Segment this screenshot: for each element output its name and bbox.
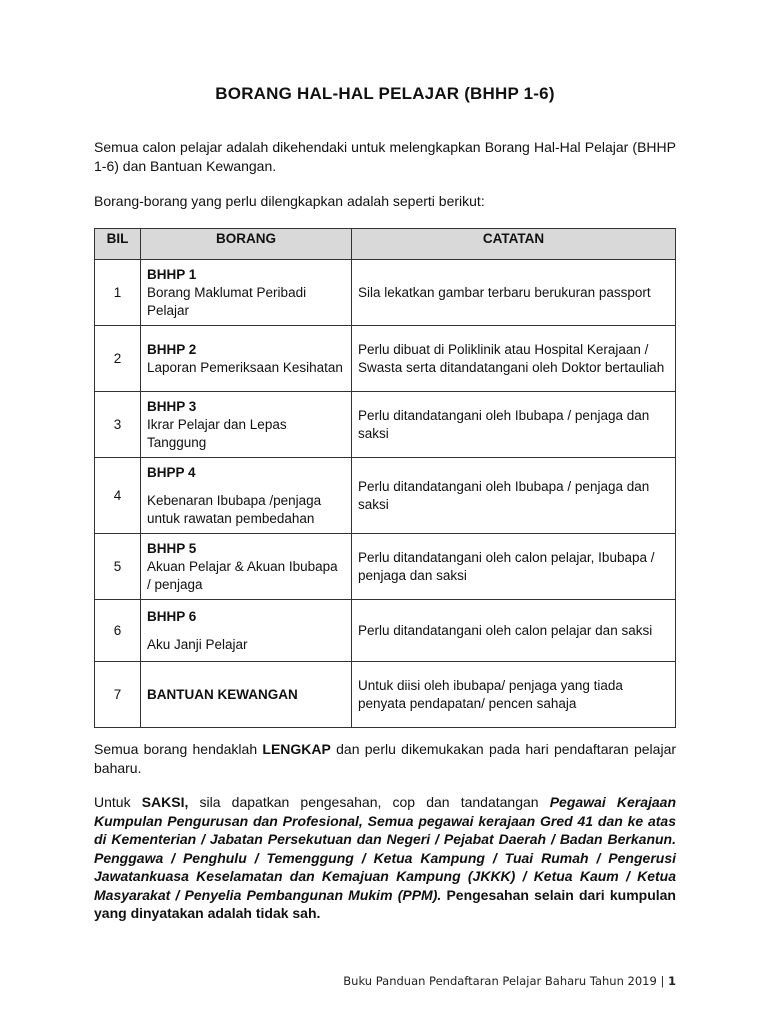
row-catatan: Untuk diisi oleh ibubapa/ penjaga yang tiada penyata pendapatan/ pencen sahaja [352, 662, 676, 728]
footer-text: Buku Panduan Pendaftaran Pelajar Baharu Tahun 2019 | [343, 974, 668, 988]
row-bil: 3 [95, 392, 141, 458]
forms-table [94, 228, 676, 728]
row-bil: 1 [95, 260, 141, 326]
page-number: 1 [667, 974, 676, 988]
form-name: Akuan Pelajar & Akuan Ibubapa / penjaga [147, 558, 338, 592]
form-name: Kebenaran Ibubapa /penjaga untuk rawatan pembedahan [147, 492, 322, 526]
row-bil: 7 [95, 662, 141, 728]
row-borang [141, 392, 352, 458]
saksi-lead: Untuk [94, 794, 142, 810]
intro-paragraph: Semua calon pelajar adalah dikehendaki untuk melengkapkan Borang Hal-Hal Pelajar (BHHP 1-6) dan Bantuan Kewangan. [94, 139, 676, 174]
form-code: BHHP 1 [147, 266, 197, 282]
row-catatan: Perlu dibuat di Poliklinik atau Hospital Kerajaan / Swasta serta ditandatangani oleh Doktor bertauliah [352, 326, 676, 392]
complete-note-paragraph [94, 740, 676, 777]
form-code: BANTUAN KEWANGAN [147, 686, 298, 702]
row-borang [141, 662, 352, 728]
row-borang [141, 534, 352, 600]
row-catatan: Perlu ditandatangani oleh calon pelajar dan saksi [352, 600, 676, 662]
table-row [95, 326, 676, 392]
form-name: Ikrar Pelajar dan Lepas Tanggung [147, 416, 287, 450]
page-title: BORANG HAL-HAL PELAJAR (BHHP 1-6) [215, 84, 555, 103]
saksi-officials: Pegawai Kerajaan Kumpulan Pengurusan dan Profesional, Semua pegawai kerajaan Gred 41 dan ke atas di Kementerian / Jabatan Persekutuan dan Negeri / Pejabat Daerah / Badan Berkanun. Penggawa / Penghulu / Temenggung / Ketua Kampung / Tuai Rumah / Pengerusi Jawatankuasa Keselamatan dan Kemajuan Kampung (JKKK) / Ketua Kaum / Ketua Masyarakat / Penyelia Pembangunan Mukim (PPM). [94, 794, 677, 903]
row-borang [141, 326, 352, 392]
table-row [95, 260, 676, 326]
row-borang [141, 600, 352, 662]
row-bil: 2 [95, 326, 141, 392]
header-catatan: CATATAN [352, 229, 676, 260]
table-header-row [95, 229, 676, 260]
form-code: BHHP 3 [147, 398, 197, 414]
form-name: Laporan Pemeriksaan Kesihatan [147, 359, 343, 375]
complete-note-emphasis: LENGKAP [262, 741, 331, 757]
saksi-closing: Pengesahan selain dari kumpulan yang dinyatakan adalah tidak sah. [94, 886, 676, 921]
form-code: BHHP 2 [147, 341, 197, 357]
row-bil: 4 [95, 458, 141, 534]
table-row [95, 458, 676, 534]
row-catatan: Perlu ditandatangani oleh Ibubapa / penjaga dan saksi [352, 392, 676, 458]
list-intro-paragraph: Borang-borang yang perlu dilengkapkan adalah seperti berikut: [94, 193, 485, 209]
table-row [95, 662, 676, 728]
complete-note-text: Semua borang hendaklah [94, 741, 263, 757]
row-catatan: Perlu ditandatangani oleh Ibubapa / penjaga dan saksi [352, 458, 676, 534]
saksi-label: SAKSI, [141, 794, 189, 810]
complete-note-text-end: dan perlu dikemukakan pada hari pendaftaran pelajar baharu. [94, 741, 677, 776]
row-bil: 6 [95, 600, 141, 662]
table-row [95, 392, 676, 458]
row-borang [141, 458, 352, 534]
form-code: BHHP 6 [147, 608, 197, 624]
form-code: BHHP 5 [147, 540, 197, 556]
row-bil: 5 [95, 534, 141, 600]
row-catatan: Sila lekatkan gambar terbaru berukuran passport [352, 260, 676, 326]
form-code: BHPP 4 [147, 464, 196, 480]
row-borang [141, 260, 352, 326]
header-borang: BORANG [141, 229, 352, 260]
saksi-note-paragraph [94, 793, 676, 923]
table-row [95, 600, 676, 662]
form-name: Borang Maklumat Peribadi Pelajar [147, 284, 307, 318]
table-row [95, 534, 676, 600]
saksi-middle: sila dapatkan pengesahan, cop dan tandatangan [188, 794, 550, 810]
form-name: Aku Janji Pelajar [147, 636, 248, 652]
page-footer [343, 974, 676, 988]
header-bil: BIL [95, 229, 141, 260]
row-catatan: Perlu ditandatangani oleh calon pelajar, Ibubapa / penjaga dan saksi [352, 534, 676, 600]
